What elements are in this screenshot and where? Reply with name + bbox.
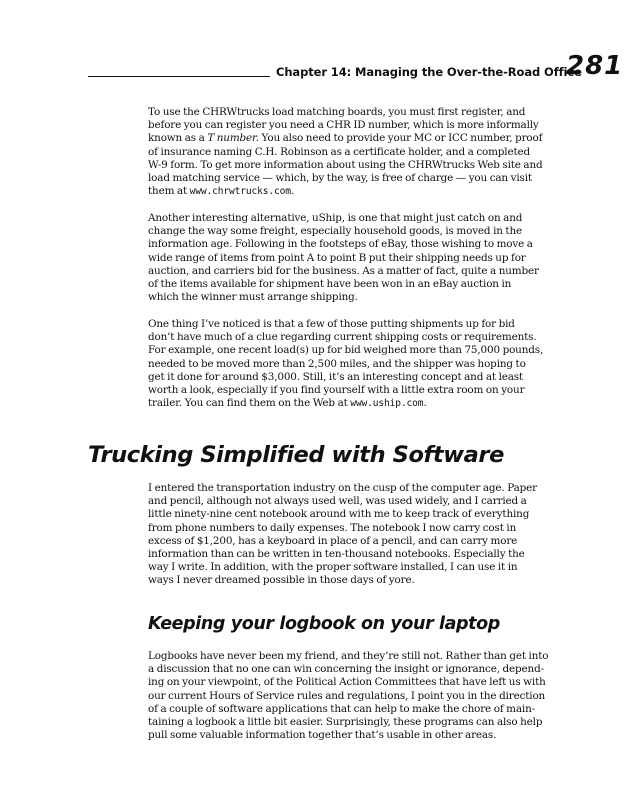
text-line: our current Hours of Service rules and regulations, I point you in the direction xyxy=(148,689,546,702)
text-line: a discussion that no one can win concerning the insight or ignorance, depend- xyxy=(148,663,544,676)
text-line: ways I never dreamed possible in those days of yore. xyxy=(148,574,415,587)
text-line: of insurance naming C.H. Robinson as a certificate holder, and a completed xyxy=(148,145,530,158)
text-line: auction, and carriers bid for the business. As a matter of fact, quite a number xyxy=(148,264,539,277)
text-line xyxy=(148,132,544,145)
paragraph-shipping-costs xyxy=(148,318,544,410)
text-line: One thing I’ve noticed is that a few of those putting shipments up for bid xyxy=(148,318,515,330)
text-line: I entered the transportation industry on the cusp of the computer age. Paper xyxy=(148,482,537,494)
text-run: . xyxy=(423,397,427,410)
page-number: 281 xyxy=(566,51,624,81)
section-heading: Trucking Simplified with Software xyxy=(88,442,504,468)
text-line: Another interesting alternative, uShip, is one that might just catch on and xyxy=(148,212,523,224)
text-line: of the items available for shipment have been won in an eBay auction in xyxy=(148,278,512,291)
text-line: which the winner must arrange shipping. xyxy=(148,291,358,304)
t-number-term: T number. xyxy=(207,132,259,145)
text-line: of a couple of software applications that can help to make the chore of main- xyxy=(148,702,535,715)
text-run: . xyxy=(290,185,295,198)
text-line: don’t have much of a clue regarding current shipping costs or requirements. xyxy=(148,331,537,344)
text-line: and pencil, although not always used well, was used widely, and I carried a xyxy=(148,495,527,508)
text-line: taining a logbook a little bit easier. Surprisingly, these programs can also help xyxy=(148,716,543,729)
text-line: information than can be written in ten-thousand notebooks. Especially the xyxy=(148,548,525,561)
paragraph-logbooks xyxy=(148,650,549,742)
text-line: ing on your viewpoint, of the Political Action Committees that have left us with xyxy=(148,676,546,689)
text-line: excess of $1,200, has a keyboard in place of a pencil, and can carry more xyxy=(148,534,518,547)
paragraph-computer-age xyxy=(148,482,544,588)
text-line: pull some valuable information together that’s usable in other areas. xyxy=(148,729,497,742)
text-line: needed to be moved more than 2,500 miles, and the shipper was hoping to xyxy=(148,357,526,370)
text-run: them at xyxy=(148,185,190,198)
subsection-heading: Keeping your logbook on your laptop xyxy=(148,614,500,634)
running-header-chapter-title: Chapter 14: Managing the Over-the-Road Office xyxy=(276,65,582,79)
text-line: before you can register you need a CHR ID number, which is more informally xyxy=(148,119,539,132)
text-line: way I write. In addition, with the proper software installed, I can use it in xyxy=(148,561,518,574)
text-line: W-9 form. To get more information about using the CHRWtrucks Web site and xyxy=(148,158,543,171)
text-line: To use the CHRWtrucks load matching boards, you must first register, and xyxy=(148,106,526,118)
text-line: wide range of items from point A to point B put their shipping needs up for xyxy=(148,251,526,264)
uship-url[interactable]: www.uship.com xyxy=(350,398,424,410)
text-run: You also need to provide your MC or ICC number, proof xyxy=(258,132,543,145)
text-line: For example, one recent load(s) up for bid weighed more than 75,000 pounds, xyxy=(148,344,544,357)
text-run: trailer. You can find them on the Web at xyxy=(148,397,351,410)
text-line: change the way some freight, especially household goods, is moved in the xyxy=(148,225,522,238)
chrwtrucks-url[interactable]: www.chrwtrucks.com xyxy=(189,186,291,198)
text-line: from phone numbers to daily expenses. The notebook I now carry cost in xyxy=(148,521,517,534)
text-line: get it done for around $3,000. Still, it’s an interesting concept and at least xyxy=(148,370,524,383)
text-line xyxy=(148,185,544,198)
paragraph-uship-alternative xyxy=(148,212,544,304)
header-rule xyxy=(88,76,270,77)
text-line xyxy=(148,397,544,410)
text-line: little ninety-nine cent notebook around with me to keep track of everything xyxy=(148,508,530,521)
paragraph-chrwtrucks-registration xyxy=(148,106,544,198)
text-line: information age. Following in the footsteps of eBay, those wishing to move a xyxy=(148,238,533,251)
text-line: Logbooks have never been my friend, and they’re still not. Rather than get into xyxy=(148,650,549,662)
text-run: known as a xyxy=(148,132,208,145)
text-line: worth a look, especially if you find yourself with a little extra room on your xyxy=(148,384,525,397)
text-line: load matching service — which, by the way, is free of charge — you can visit xyxy=(148,172,532,185)
